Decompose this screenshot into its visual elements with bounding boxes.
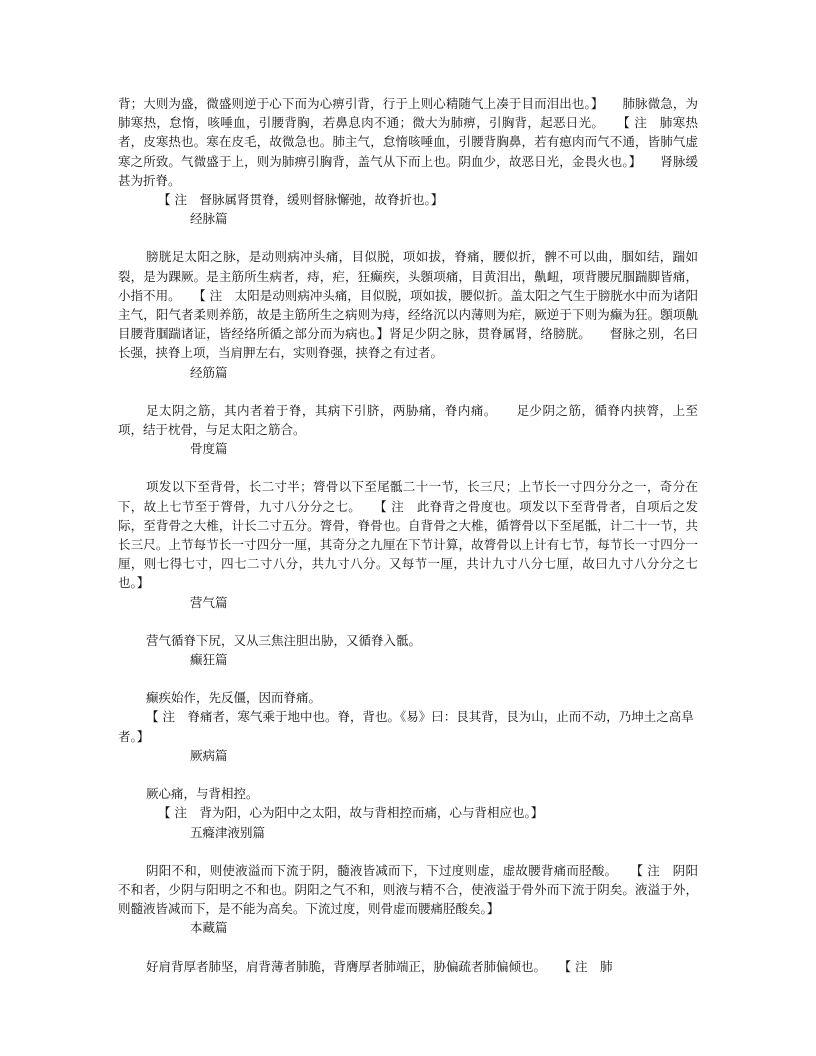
paragraph: 背；大则为盛，微盛则逆于心下而为心痹引背，行于上则心精随气上凑于目而泪出也。】 肺脉微急，为肺寒热，怠惰，咳唾血，引腰背胸，若鼻息肉不通；微大为肺痹，引胸背，起恶日光。 【 注 肺寒热者，皮寒热也。寒在皮毛，故微急也。肺主气，怠惰咳唾血，引腰背胸鼻，若有瘜肉而气不通，皆肺气虚寒之所致。气微盛于上，则为肺痹引胸背，盖气从下而上也。阴血少，故恶日光，金畏火也。】 肾脉缓甚为折脊。	[118, 96, 698, 188]
section-heading-yingqi: 营气篇	[190, 594, 228, 610]
section-heading-benzang: 本藏篇	[190, 920, 228, 936]
annotation: 【 注 背为阳，心为阳中之太阳，故与背相控而痛，心与背相应也。】	[158, 805, 544, 821]
paragraph: 营气循脊下尻，又从三焦注胆出胁，又循脊入骶。	[146, 632, 422, 648]
section-heading-diankuang: 癫狂篇	[190, 652, 228, 668]
text-body	[118, 94, 698, 976]
annotation: 【 注 脊痛者，寒气乘于地中也。脊，背也。《易》曰：艮其背，艮为山，止而不动，乃坤土之高阜者。】	[118, 709, 694, 744]
section-heading-wulong: 五癃津液别篇	[190, 824, 266, 840]
paragraph: 项发以下至背骨，长二寸半；膂骨以下至尾骶二十一节，长三尺；上节长一寸四分分之一，奇分在下，故上七节至于膂骨，九寸八分分之七。 【 注 此脊背之骨度也。项发以下至背骨者，自项后之发际，至背骨之大椎，计长二寸五分。膂骨，脊骨也。自背骨之大椎，循膂骨以下至尾骶，计二十一节，共长三尺。上节每节长一寸四分一厘，其奇分之九厘在下节计算，故膂骨以上计有七节，每节长一寸四分一厘，则七得七寸，四七二寸八分，共九寸八分。又每节一厘，共计九寸八分七厘，故曰九寸八分分之七也。】	[118, 479, 698, 591]
paragraph: 厥心痛，与背相控。	[146, 786, 259, 802]
paragraph: 癫疾始作，先反僵，因而脊痛。	[146, 690, 322, 706]
section-heading-juebing: 厥病篇	[190, 747, 228, 763]
paragraph: 膀胱足太阳之脉，是动则病冲头痛，目似脱，项如拔，脊痛，腰似折，髀不可以曲，腘如结，踹如裂，是为踝厥。是主筋所生病者，痔，疟，狂癫疾，头顖项痛，目黄泪出，鼽衄，项背腰尻腘踹脚皆痛，小指不用。 【 注 太阳是动则病冲头痛，目似脱，项如拔，腰似折。盖太阳之气生于膀胱水中而为诸阳主气，阳气者柔则养筋，故是主筋所生之病则为痔，经络沉以内薄则为疟，厥逆于下则为癫为狂。顖项鼽目腰背腘踹诸证，皆经络所循之部分而为病也。】肾足少阴之脉，贯脊属肾，络膀胱。 督脉之别，名曰长强，挟脊上项，当肩胛左右，实则脊强，挟脊之有过者。	[118, 249, 698, 361]
section-heading-gudu: 骨度篇	[190, 441, 228, 457]
paragraph: 足太阴之筋，其内者着于脊，其病下引脐，两胁痛，脊内痛。 足少阴之筋，循脊内挟膂，上至项，结于枕骨，与足太阳之筋合。	[118, 402, 698, 438]
paragraph: 好肩背厚者肺坚，肩背薄者肺脆，背膺厚者肺端正，胁偏疏者肺偏倾也。 【 注 肺	[146, 958, 613, 974]
paragraph: 阴阳不和，则使液溢而下流于阴，髓液皆减而下，下过度则虚，虚故腰背痛而胫酸。 【 注 阴阳不和者，少阴与阳明之不和也。阴阳之气不和，则液与精不合，使液溢于骨外而下流于阴矣。液溢于外，则髓液皆减而下，是不能为高矣。下流过度，则骨虚而腰痛胫酸矣。】	[118, 862, 698, 917]
annotation: 【 注 督脉属肾贯脊，缓则督脉懈弛，故脊折也。】	[158, 192, 444, 208]
section-heading-jingjin: 经筋篇	[190, 364, 228, 380]
section-heading-jingmai: 经脉篇	[190, 211, 228, 227]
